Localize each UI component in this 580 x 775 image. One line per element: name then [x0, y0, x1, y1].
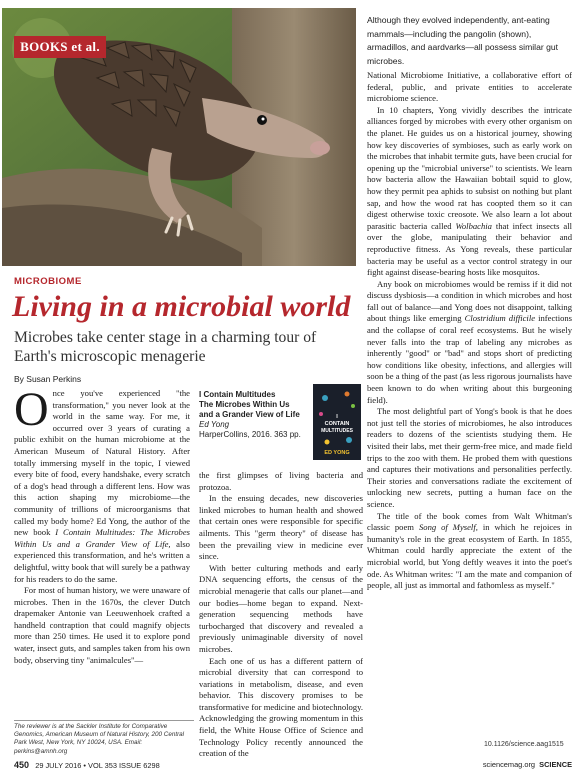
books-et-al-badge: BOOKS et al. [14, 36, 106, 58]
cover-author: ED YONG [324, 450, 350, 456]
journal-name: SCIENCE [539, 760, 572, 769]
body-column-1 [14, 383, 190, 666]
section-label: MICROBIOME [14, 276, 82, 287]
book-subtitle-line: The Microbes Within Us [199, 400, 290, 409]
cover-title-line: CONTAIN [324, 421, 350, 427]
paragraph-text: Any book on microbiomes would be remiss if it did not discuss dysbiosis—a condition in which microbes and host fall out of balance—and Yong does not disappoint, talking about things like emerging [367, 278, 572, 324]
paragraph [14, 383, 190, 585]
paragraph [367, 511, 572, 592]
site-link[interactable]: sciencemag.org [482, 760, 536, 769]
book-info-box [199, 384, 363, 466]
paragraph [367, 105, 572, 279]
paragraph-text: infections and the collapse of coral reef ecosystems. But he wisely never falls into the trap of labeling any microbes as inherently "good" or "bad" and stops short of predicting how conditions like obesity, infections, and allergies will soon be a thing of the past (as less rigorous journalists have been known to do when writing about this burgeoning field). [367, 313, 573, 405]
paragraph: For most of human history, we were unaware of microbes. Then in the 1670s, the clever Dutch drapemaker Antonie van Leeuwenhoek crafted a handheld contraption that could magnify objects more than 250 times. He used it to explore pond water, insect guts, and samples taken from his own body, observing tiny "animalcules"— [14, 585, 190, 665]
article-headline: Living in a microbial world [12, 290, 351, 323]
reviewer-note: The reviewer is at the Sackler Institute for Comparative Genomics, American Museum of Natural History, 200 Central Park West, New York, NY 10024, USA. Email: perkins@amnh.org [14, 720, 194, 756]
paragraph: the first glimpses of living bacteria and protozoa. [199, 470, 363, 492]
page-footer [14, 760, 572, 770]
footer-right [483, 760, 572, 769]
paragraph: With better culturing methods and early DNA sequencing efforts, the census of the microbial menagerie that calls our planet—and our bodies—home began to expand. Next-generation sequencing methods have turbocharged that discovery and revealed a previously unimaginable diversity of novel microbes. [199, 562, 363, 654]
book-publisher: HarperCollins, 2016. 363 pp. [199, 430, 301, 439]
book-title-italic: I Contain Multitudes: The Microbes Within Us and a Grander View of Life, [14, 527, 190, 549]
issue-info: 29 JULY 2016 • VOL 353 ISSUE 6298 [35, 761, 160, 770]
page-number: 450 [14, 760, 30, 770]
species-italic: Clostridium difficile [464, 313, 536, 324]
body-column-2 [199, 470, 363, 760]
genus-italic: Wolbachia [455, 220, 492, 231]
book-subtitle-line: and a Grander View of Life [199, 410, 300, 419]
article-deck: Microbes take center stage in a charming tour of Earth's microscopic menagerie [14, 329, 317, 365]
paragraph [367, 279, 572, 407]
paragraph-text: also experienced this transformation, and he's written a delightful, witty book that will surely be a pathway for his readers to do the same. [14, 538, 190, 584]
paragraph-text: The title of the book comes from Walt Whitman's classic poem [367, 510, 572, 533]
paragraph-text: nce you've experienced "the transformation," you never look at the world in the same way. For me, it occurred over 3 years of curating a public exhibit on the human microbiome at the American Museum of Natural History. After totally immersing myself in the topic, I viewed every bite of food, every handshake, every scratch of a dog's head through a different lens. How was this action shaping my microbiome—the community of trillions of microorganisms that called my body home? Ed Yong, the author of the new book [14, 388, 190, 538]
poem-title-italic: Song of Myself, [418, 522, 478, 533]
byline: By Susan Perkins [14, 374, 82, 384]
paragraph-text: In 10 chapters, Yong vividly describes the intricate alliances forged by microbes with every other organism on the planet. He guides us on a historical journey, showing how key discoveries of symbioses, such as early work on the microbes that inhabit termite guts, have been crucial for opening up the "microbial universe" to scientists. We learn how bacteria allow the Hawaiian bobtail squid to glow, how they permit pea aphids to subsist on nothing but plant sap, and how the wood rat has coopted them so it can digest otherwise toxic creosote. We also learn a lot about parasitic bacteria called [367, 104, 572, 231]
paragraph-text: in which he rejoices in humanity's role in the great ecosystem of Earth. In 1855, Whitman could hardly appreciate the extent of the microbial world, but Yong deftly weaves it into the poet's ode. As Whitman writes: "I am the mate and companion of people, all just as immortal and fathomless as myself." [367, 522, 572, 591]
drop-cap: O [14, 383, 49, 436]
book-title-line: I Contain Multitudes [199, 390, 276, 399]
body-column-3 [367, 70, 572, 592]
photo-caption: Although they evolved independently, ant-eating mammals—including the pangolin (shown), armadillos, and aardvarks—all possess similar gut microbes. [367, 15, 559, 66]
cover-title-line: I [336, 414, 338, 420]
book-author: Ed Yong [199, 420, 230, 429]
book-details [199, 390, 305, 440]
paragraph-text: that infect insects all over the globe, manipulating their behavior and reproductive fitness. As Yong reveals, these particular bacteria may be useful as a vector control strategy in our fight against disease-bearing hosts like mosquitos. [367, 220, 572, 278]
paragraph: National Microbiome Initiative, a collaborative effort of federal, public, and private entities to accelerate microbiome science. [367, 70, 572, 104]
cover-title-line: MULTITUDES [321, 428, 353, 434]
paragraph: Each one of us has a different pattern of microbial diversity that can correspond to variations in metabolism, disease, and even behavior. This discovery promises to be transformative for medicine and biotechnology. Acknowledging the growing momentum in this field, the White House Office of Science and Technology Policy recently announced the creation of the [199, 655, 363, 759]
paragraph: In the ensuing decades, new discoveries linked microbes to human health and showed that certain ones were responsible for specific ailments. This "germ theory" of disease has been the prevailing view in medicine ever since. [199, 493, 363, 562]
doi-link[interactable]: 10.1126/science.aag1515 [484, 741, 564, 748]
book-cover-image [313, 384, 361, 460]
paragraph: The most delightful part of Yong's book is that he does not just tell the stories of microbiomes, he also introduces readers to dozens of the scientists studying them. He visited their labs, met their germ-free mice, and made field trips to the zoo with them. He probed them with questions and captures their motivations and personalities perfectly. Their stories and conversations radiate the excitement of unlocking new secrets, putting a human face on the science. [367, 406, 572, 509]
